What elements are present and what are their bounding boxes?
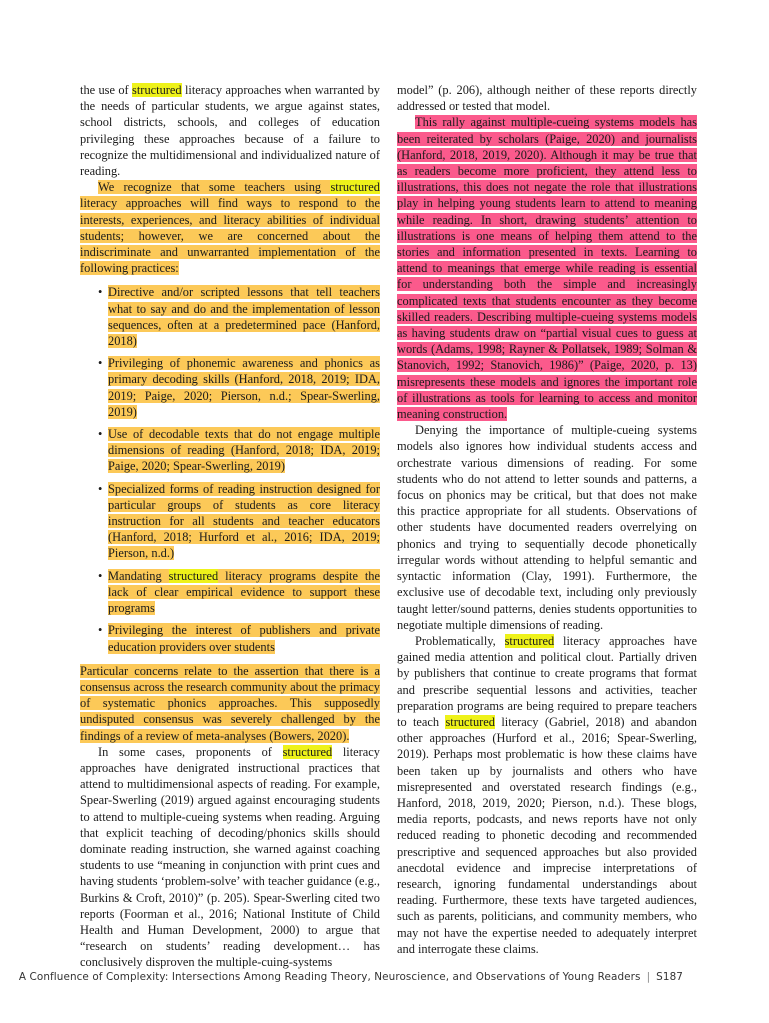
highlight-orange: literacy approaches will find ways to respond to the interests, experiences, and literacy abilities of individual students; however, we are concerned about the indiscriminate and unwarranted implementation of the following practices: — [80, 196, 380, 276]
highlight-orange: Particular concerns relate to the assertion that there is a consensus across the research community about the primacy of systematic phonics approaches. This supposedly undisputed consensus was severely challenged by the findings of a review of meta-analyses (Bowers, 2020). — [80, 663, 380, 743]
list-item — [98, 426, 380, 475]
highlight-orange: Directive and/or scripted lessons that tell teachers what to say and do and the implementation of lesson sequences, often at a predetermined pace (Hanford, 2018) — [108, 285, 380, 349]
highlight-orange: Privileging of phonemic awareness and phonics as primary decoding skills (Hanford, 2018, 2019; IDA, 2019; Paige, 2020; Pierson, n.d.; Spear-Swerling, 2019) — [108, 356, 380, 419]
highlight-pink: This rally against multiple-cueing systems models has been reiterated by scholars (Paige, 2020) and journalists (Hanford, 2018, 2019, 2020). Although it may be true that as readers become more proficient, they attend less to illustrations, this does not negate the role that illustrations play in helping young students learn to attend to meaning while reading. In short, drawing students’ attention to illustrations is one means of helping them attend to the stories and information presented in texts. Learning to attend to meanings that emerge while reading is essential for understanding both the simple and increasingly complicated texts that students encounter as they become skilled readers. Describing multiple-cueing systems models as having students draw on “partial visual cues to guess at words (Adams, 1998; Rayner & Pollatsek, 1989; Solman & Stanovich, 1992; Stanovich, 1986)” (Paige, 2020, p. 13) misrepresents these models and ignores the important role of illustrations as tools for learning to access and monitor meaning construction. — [397, 115, 697, 422]
paragraph — [80, 179, 380, 276]
list-item — [98, 481, 380, 562]
text-run: literacy approaches have denigrated instructional practices that attend to multidimensional aspects of reading. For example, Spear-Swerling (2019) argued against encouraging students to attend to multiple-cueing systems when reading. Arguing that explicit teaching of decoding/phonics skills should dominate reading instruction, she warned against coaching students to use “meaning in conjunction with print cues and having students ‘problem-solve’ with teacher guidance (e.g., Burkins & Croft, 2010)” (p. 205). Spear-Swerling cited two reports (Foorman et al., 2016; National Institute of Child Health and Human Development, 2000) to argue that “research on students’ reading development… has conclusively disproven the multiple-cuing-systems — [80, 744, 381, 970]
highlight-orange: Privileging the interest of publishers and private education providers over students — [108, 623, 380, 654]
list-item — [98, 568, 380, 617]
left-column — [80, 82, 380, 971]
running-title: A Confluence of Complexity: Intersections Among Reading Theory, Neuroscience, and Observations of Young Readers — [18, 971, 641, 983]
list-item — [98, 284, 380, 349]
highlight-yellow: structured — [445, 714, 495, 729]
text-run: literacy approaches when warranted by the needs of particular students, we argue against states, school districts, schools, and colleges of education privileging these approaches because of a failure to recognize the multidimensional and individualized nature of reading. — [80, 83, 380, 179]
right-column — [397, 82, 697, 957]
text-run: Denying the importance of multiple-cueing systems models also ignores how individual students access and orchestrate various dimensions of reading. For some students who do not attend to letter sounds and patterns, a focus on phonics may be critical, but that does not make this practice appropriate for all students. Observations of other students have documented readers overrelying on phonics and trying to sequentially decode phonetically irregular words without attending to helpful semantic and syntactic information (Clay, 1991). Furthermore, the exclusive use of decodable text, including only previously taught letter/sound patterns, denies students opportunities to negotiate multiple dimensions of reading. — [397, 423, 697, 632]
list-item — [98, 355, 380, 420]
highlight-orange: Mandating — [108, 568, 169, 583]
footer-separator: | — [646, 971, 651, 983]
highlight-yellow: structured — [168, 568, 219, 583]
highlight-yellow: structured — [282, 744, 333, 759]
text-run: literacy (Gabriel, 2018) and abandon other approaches (Hurford et al., 2016; Spear-Swerling, 2019). Perhaps most problematic is how these claims have been taken up by journalists and others who have misrepresented and overstated research findings (e.g., Hanford, 2018, 2019, 2020; Pierson, n.d.). These blogs, media reports, podcasts, and news reports have not only reduced reading to phonetic decoding and recommended prescriptive and sequenced approaches but also provided anecdotal evidence and imprecise interpretations of research, ignoring fundamental understandings about reading. Furthermore, these texts have targeted audiences, such as parents, politicians, and community members, who may not have the expertise needed to adequately interpret and interrogate these claims. — [397, 714, 697, 956]
text-run: Problematically, — [415, 633, 505, 648]
highlight-orange: Use of decodable texts that do not engage multiple dimensions of reading (Hanford, 2018; IDA, 2019; Paige, 2020; Spear-Swerling, 2019) — [108, 427, 380, 474]
text-run: In some cases, proponents of — [98, 744, 283, 759]
paragraph — [80, 663, 380, 744]
paragraph — [397, 82, 697, 114]
page-number: S187 — [656, 971, 683, 983]
highlight-orange: We recognize that some teachers using — [98, 180, 331, 195]
highlight-orange: literacy programs despite the lack of clear empirical evidence to support these programs — [108, 568, 381, 616]
text-run: the use of — [80, 83, 133, 97]
highlight-orange: Specialized forms of reading instruction designed for particular groups of students as core literacy instruction for all students and teacher educators (Hanford, 2018; Hurford et al., 2016; IDA, 2019; Pierson, n.d.) — [108, 481, 380, 561]
text-run: model” (p. 206), although neither of these reports directly addressed or tested that model. — [397, 83, 697, 114]
highlight-yellow: structured — [504, 633, 555, 648]
running-footer — [0, 971, 683, 983]
highlight-yellow: structured — [330, 180, 380, 195]
highlight-yellow: structured — [132, 83, 182, 97]
paragraph — [397, 422, 697, 633]
paragraph — [80, 744, 380, 971]
text-run: literacy approaches have gained media attention and political clout. Partially driven by publishers that continue to create programs that format and prescribe sequential lessons and activities, teacher preparation programs are being required to prepare teachers to teach — [397, 633, 697, 729]
paragraph — [397, 633, 697, 957]
bullet-list — [80, 284, 380, 654]
list-item — [98, 622, 380, 654]
paragraph — [80, 82, 380, 179]
paragraph — [397, 114, 697, 422]
